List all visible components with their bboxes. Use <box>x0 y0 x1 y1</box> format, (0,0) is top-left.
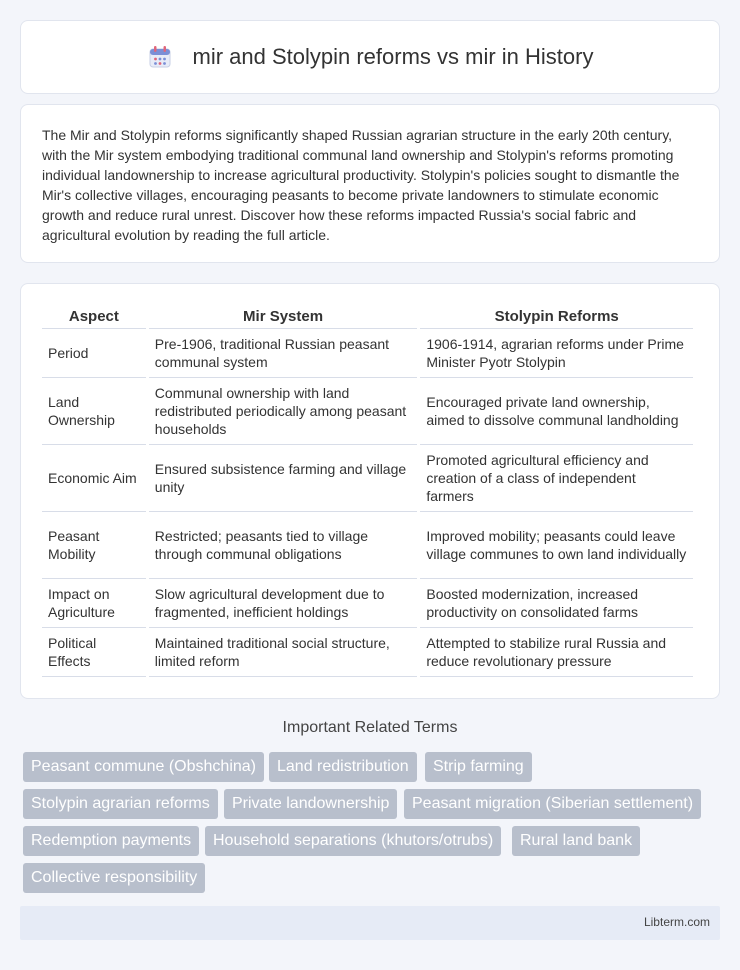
comparison-card <box>20 283 720 699</box>
term-tag[interactable]: Rural land bank <box>512 826 640 856</box>
table-row <box>42 628 693 677</box>
summary-card <box>20 104 720 263</box>
term-tag[interactable]: Private landownership <box>224 789 397 819</box>
mir-cell: Pre-1906, traditional Russian peasant communal system <box>149 329 418 378</box>
mir-cell: Maintained traditional social structure, limited reform <box>149 628 418 677</box>
term-tag[interactable]: Collective responsibility <box>23 863 205 893</box>
mir-cell: Ensured subsistence farming and village unity <box>149 445 418 512</box>
term-tag[interactable]: Peasant commune (Obshchina) <box>23 752 264 782</box>
footer <box>20 906 720 940</box>
related-terms-title: Important Related Terms <box>282 719 458 736</box>
mir-cell: Slow agricultural development due to fragmented, inefficient holdings <box>149 579 418 628</box>
table-row <box>42 378 693 445</box>
term-tag[interactable]: Household separations (khutors/otrubs) <box>205 826 501 856</box>
table-row <box>42 329 693 378</box>
summary-text: The Mir and Stolypin reforms significantly shaped Russian agrarian structure in the early 20th century, with the Mir system embodying traditional communal land ownership and Stolypin's reforms promoting individual landownership to increase agricultural productivity. Stolypin's policies sought to dismantle the Mir's collective villages, encouraging peasants to become private landowners to stimulate economic growth and reduce rural unrest. Discover how these reforms impacted Russia's social fabric and agricultural evolution by reading the full article. <box>42 127 680 243</box>
footer-site-link[interactable]: Libterm.com <box>643 915 710 929</box>
calendar-icon <box>147 44 173 70</box>
aspect-cell: Political Effects <box>42 628 146 677</box>
stolypin-cell: 1906-1914, agrarian reforms under Prime Minister Pyotr Stolypin <box>420 329 693 378</box>
term-tag[interactable]: Stolypin agrarian reforms <box>23 789 218 819</box>
title-card <box>20 20 720 94</box>
column-header-mir: Mir System <box>149 304 418 329</box>
aspect-cell: Land Ownership <box>42 378 146 445</box>
table-header-row <box>42 304 693 329</box>
term-tag[interactable]: Redemption payments <box>23 826 199 856</box>
mir-cell: Communal ownership with land redistributed periodically among peasant households <box>149 378 418 445</box>
term-tag[interactable]: Peasant migration (Siberian settlement) <box>404 789 701 819</box>
stolypin-cell: Promoted agricultural efficiency and creation of a class of independent farmers <box>420 445 693 512</box>
aspect-cell: Period <box>42 329 146 378</box>
table-row <box>42 579 693 628</box>
table-row <box>42 512 693 579</box>
stolypin-cell: Encouraged private land ownership, aimed to dissolve communal landholding <box>420 378 693 445</box>
term-tag[interactable]: Land redistribution <box>269 752 417 782</box>
column-header-stolypin: Stolypin Reforms <box>420 304 693 329</box>
stolypin-cell: Improved mobility; peasants could leave village communes to own land individually <box>420 512 693 579</box>
term-tag[interactable]: Strip farming <box>425 752 532 782</box>
stolypin-cell: Boosted modernization, increased productivity on consolidated farms <box>420 579 693 628</box>
aspect-cell: Impact on Agriculture <box>42 579 146 628</box>
stolypin-cell: Attempted to stabilize rural Russia and reduce revolutionary pressure <box>420 628 693 677</box>
page-title: mir and Stolypin reforms vs mir in History <box>192 44 594 69</box>
column-header-aspect: Aspect <box>42 304 146 329</box>
aspect-cell: Economic Aim <box>42 445 146 512</box>
mir-cell: Restricted; peasants tied to village through communal obligations <box>149 512 418 579</box>
comparison-table <box>39 304 696 677</box>
aspect-cell: Peasant Mobility <box>42 512 146 579</box>
table-row <box>42 445 693 512</box>
